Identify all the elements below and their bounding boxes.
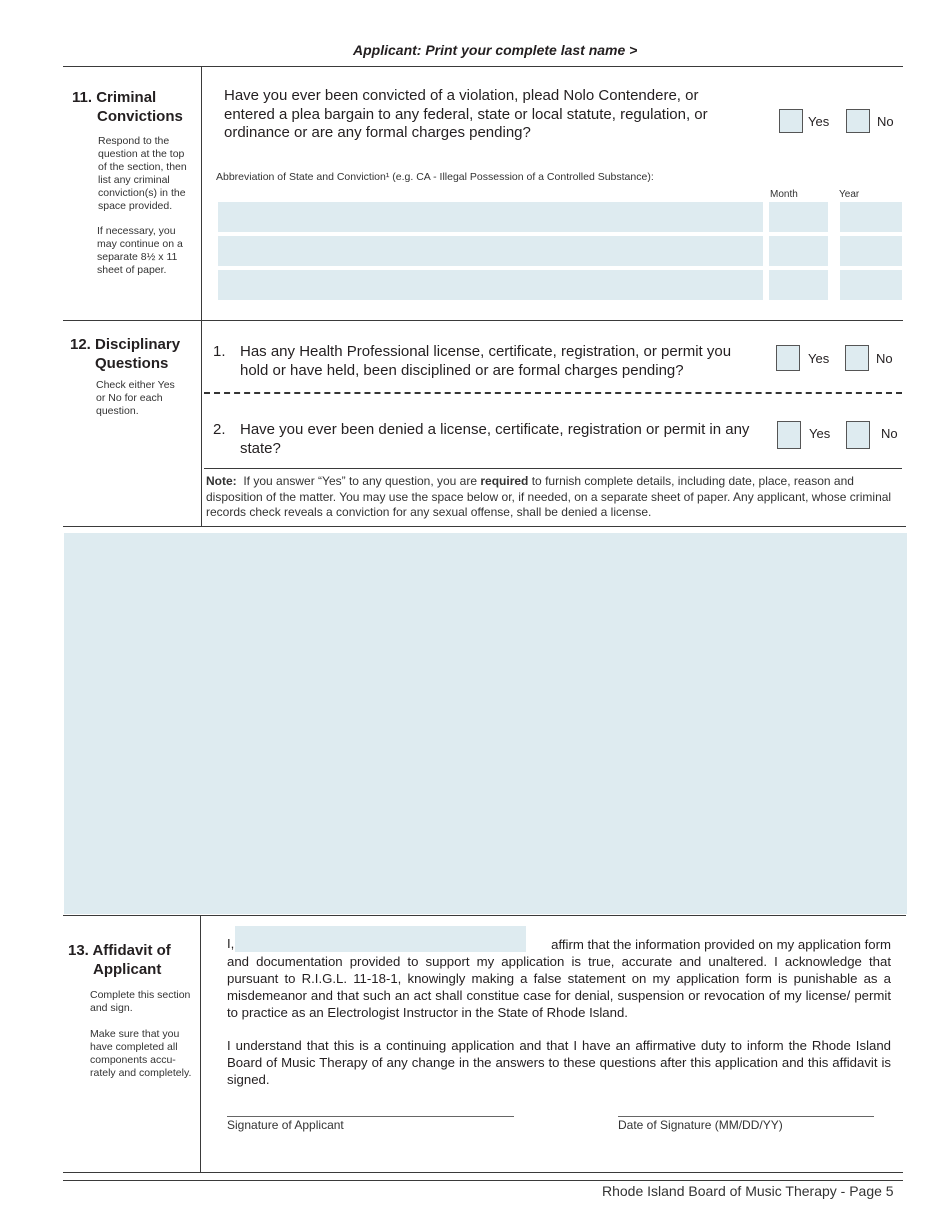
q1-yes-label: Yes (808, 351, 830, 366)
column-divider (201, 67, 202, 526)
section11-yes-checkbox[interactable] (779, 109, 803, 133)
section11-question: Have you ever been convicted of a violation, plead Nolo Contendere, or entered a plea bargain to any federal, state or local statute, regulation, or ordinance or are any formal charges pending? (224, 87, 708, 141)
section11-no-checkbox[interactable] (846, 109, 870, 133)
conviction-year-field[interactable] (840, 236, 902, 266)
date-line (618, 1116, 874, 1117)
q2-yes-checkbox[interactable] (777, 421, 801, 449)
q1-number: 1. (213, 343, 226, 360)
conviction-description-field[interactable] (218, 270, 763, 300)
section11-yes-label: Yes (808, 114, 830, 129)
conviction-month-field[interactable] (769, 236, 828, 266)
q2-no-label: No (881, 426, 898, 441)
q1-yes-checkbox[interactable] (776, 345, 800, 371)
section13-title: 13. Affidavit of Applicant (68, 942, 171, 978)
section13-side-note: Complete this section and sign. (90, 989, 191, 1014)
month-column-label: Month (770, 189, 798, 200)
applicant-name-field[interactable] (235, 926, 526, 952)
explanation-text-area[interactable] (64, 533, 907, 914)
section11-no-label: No (877, 114, 894, 129)
signature-line (227, 1116, 514, 1117)
section11-side-note: Respond to the question at the top of the section, then list any criminal conviction(s) in the space provided. (98, 135, 187, 212)
section11-continue-note: If necessary, you may continue on a separate 8½ x 11 sheet of paper. (97, 225, 183, 276)
conviction-year-field[interactable] (840, 270, 902, 300)
signature-label: Signature of Applicant (227, 1118, 344, 1132)
q2-no-checkbox[interactable] (846, 421, 870, 449)
disclosure-note: Note: If you answer “Yes” to any question, you are required to furnish complete details, including date, place, reason and disposition of the matter. You may use the space below or, if needed, on a separate sheet of paper. Any applicant, whose criminal records check reveals a conviction for any sexual offense, shall be denied a license. (206, 474, 892, 519)
section11-title: 11. Criminal Convictions (72, 89, 183, 125)
section13-divider (200, 916, 201, 1172)
section11-bottom-rule (63, 320, 903, 321)
affirm-prefix: I, (227, 936, 235, 951)
continuing-duty-text: I understand that this is a continuing application and that I have an affirmative duty to inform the Rhode Island Board of Music Therapy of any change in the answers to these questions after this application and this affidavit is signed. (227, 1038, 891, 1087)
applicant-name-prompt: Applicant: Print your complete last name > (353, 42, 638, 58)
page-footer: Rhode Island Board of Music Therapy - Page 5 (602, 1183, 894, 1199)
section12-title: 12. Disciplinary Questions (70, 336, 181, 372)
section13-check-note: Make sure that you have completed all components accu-rately and completely. (90, 1028, 192, 1079)
affirm-first-line: affirm that the information provided on my application form (551, 937, 891, 952)
conviction-month-field[interactable] (769, 270, 828, 300)
q2-number: 2. (213, 421, 226, 438)
year-column-label: Year (839, 189, 860, 200)
q1-text: Has any Health Professional license, certificate, registration, or permit you hold or have held, been disciplined or are formal charges pending? (240, 343, 732, 379)
conviction-abbrev-label: Abbreviation of State and Conviction¹ (e.g. CA - Illegal Possession of a Controlled Substance): (216, 171, 654, 183)
q1-no-checkbox[interactable] (845, 345, 869, 371)
section12-side-note: Check either Yes or No for each question. (96, 379, 175, 417)
footer-rule-top (63, 1172, 903, 1173)
date-label: Date of Signature (MM/DD/YY) (618, 1118, 783, 1132)
header-rule (63, 66, 903, 67)
section12-bottom-rule (63, 526, 906, 527)
note-top-rule (204, 468, 902, 469)
q2-text: Have you ever been denied a license, certificate, registration or permit in any state? (240, 421, 750, 457)
affirmation-text: and documentation provided to support my application is true, accurate and unaltered. I acknowledge that pursuant to R.I.G.L. 11-18-1, knowingly making a false statement on my application form is punishable as a misdemeanor and that such an act shall constitue case for denial, suspension or revocation of my license/ permit to practice as an Electrologist Instructor in the State of Rhode Island. (227, 954, 891, 1020)
conviction-description-field[interactable] (218, 202, 763, 232)
explanation-bottom-rule (63, 915, 906, 916)
conviction-month-field[interactable] (769, 202, 828, 232)
q2-yes-label: Yes (809, 426, 831, 441)
question-separator (204, 392, 902, 394)
conviction-year-field[interactable] (840, 202, 902, 232)
footer-rule-bottom (63, 1180, 903, 1181)
conviction-description-field[interactable] (218, 236, 763, 266)
q1-no-label: No (876, 351, 893, 366)
